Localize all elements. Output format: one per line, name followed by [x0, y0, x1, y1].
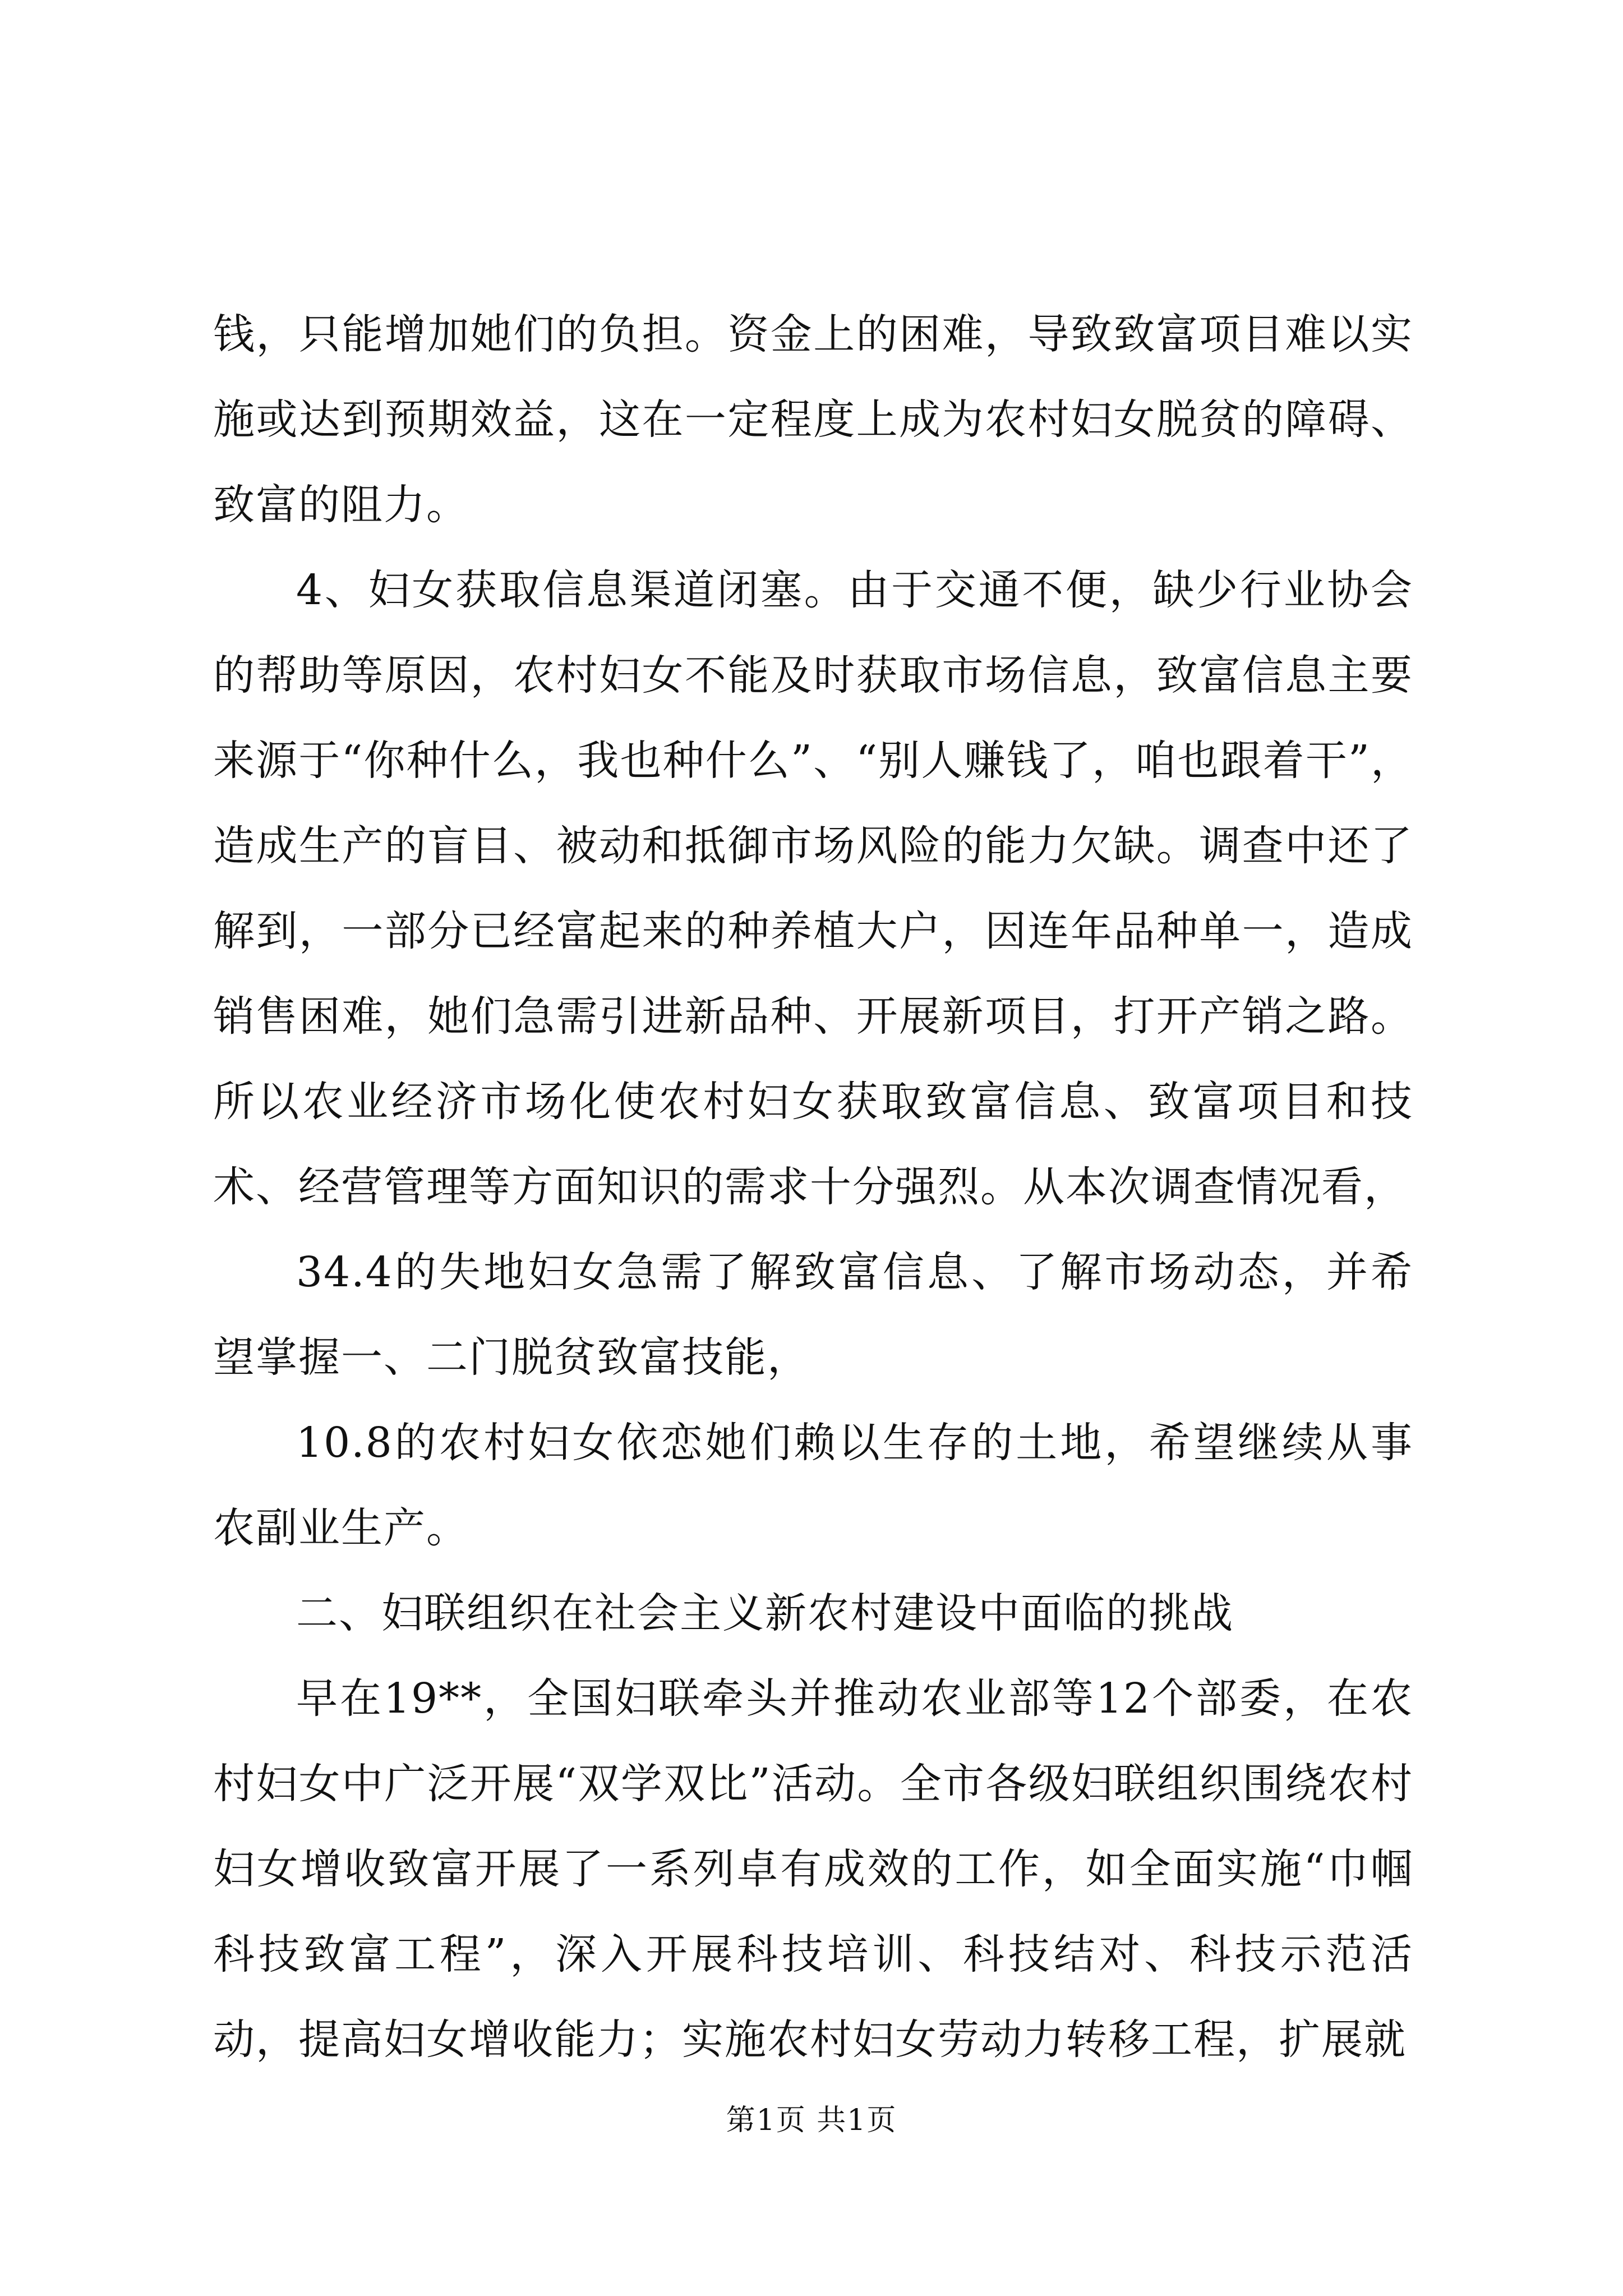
paragraph-funding-difficulty: 钱，只能增加她们的负担。资金上的困难，导致致富项目难以实施或达到预期效益，这在一定程度上成为农村妇女脱贫的障碍、致富的阻力。 [213, 310, 1413, 529]
document-body [213, 292, 1413, 2082]
page-footer: 第1页 共1页 [726, 2104, 897, 2137]
section-heading: 二、妇联组织在社会主义新农村建设中面临的挑战 [296, 1589, 1234, 1637]
paragraph-landless-women-stat: 34.4的失地妇女急需了解致富信息、了解市场动态，并希望掌握一、二门脱贫致富技能， [213, 1248, 1413, 1382]
paragraph-shuangxue-shuangbi: 早在19**，全国妇联牵头并推动农业部等12个部委，在农村妇女中广泛开展“双学双比”活动。全市各级妇联组织围绕农村妇女增收致富开展了一系列卓有成效的工作，如全面实施“巾帼科技致富工程”，深入开展科技培训、科技结对、科技示范活动，提高妇女增收能力；实施农村妇女劳动力转移工程，扩展就 [213, 1674, 1413, 2064]
paragraph-rural-women-stat: 10.8的农村妇女依恋她们赖以生存的土地，希望继续从事农副业生产。 [213, 1419, 1413, 1552]
paragraph-information-channels: 4、妇女获取信息渠道闭塞。由于交通不便，缺少行业协会的帮助等原因，农村妇女不能及时获取市场信息，致富信息主要来源于“你种什么，我也种什么”、“别人赚钱了，咱也跟着干”，造成生产的盲目、被动和抵御市场风险的能力欠缺。调查中还了解到，一部分已经富起来的种养植大户，因连年品种单一，造成销售困难，她们急需引进新品种、开展新项目，打开产销之路。所以农业经济市场化使农村妇女获取致富信息、致富项目和技术、经营管理等方面知识的需求十分强烈。从本次调查情况看， [213, 566, 1413, 1211]
